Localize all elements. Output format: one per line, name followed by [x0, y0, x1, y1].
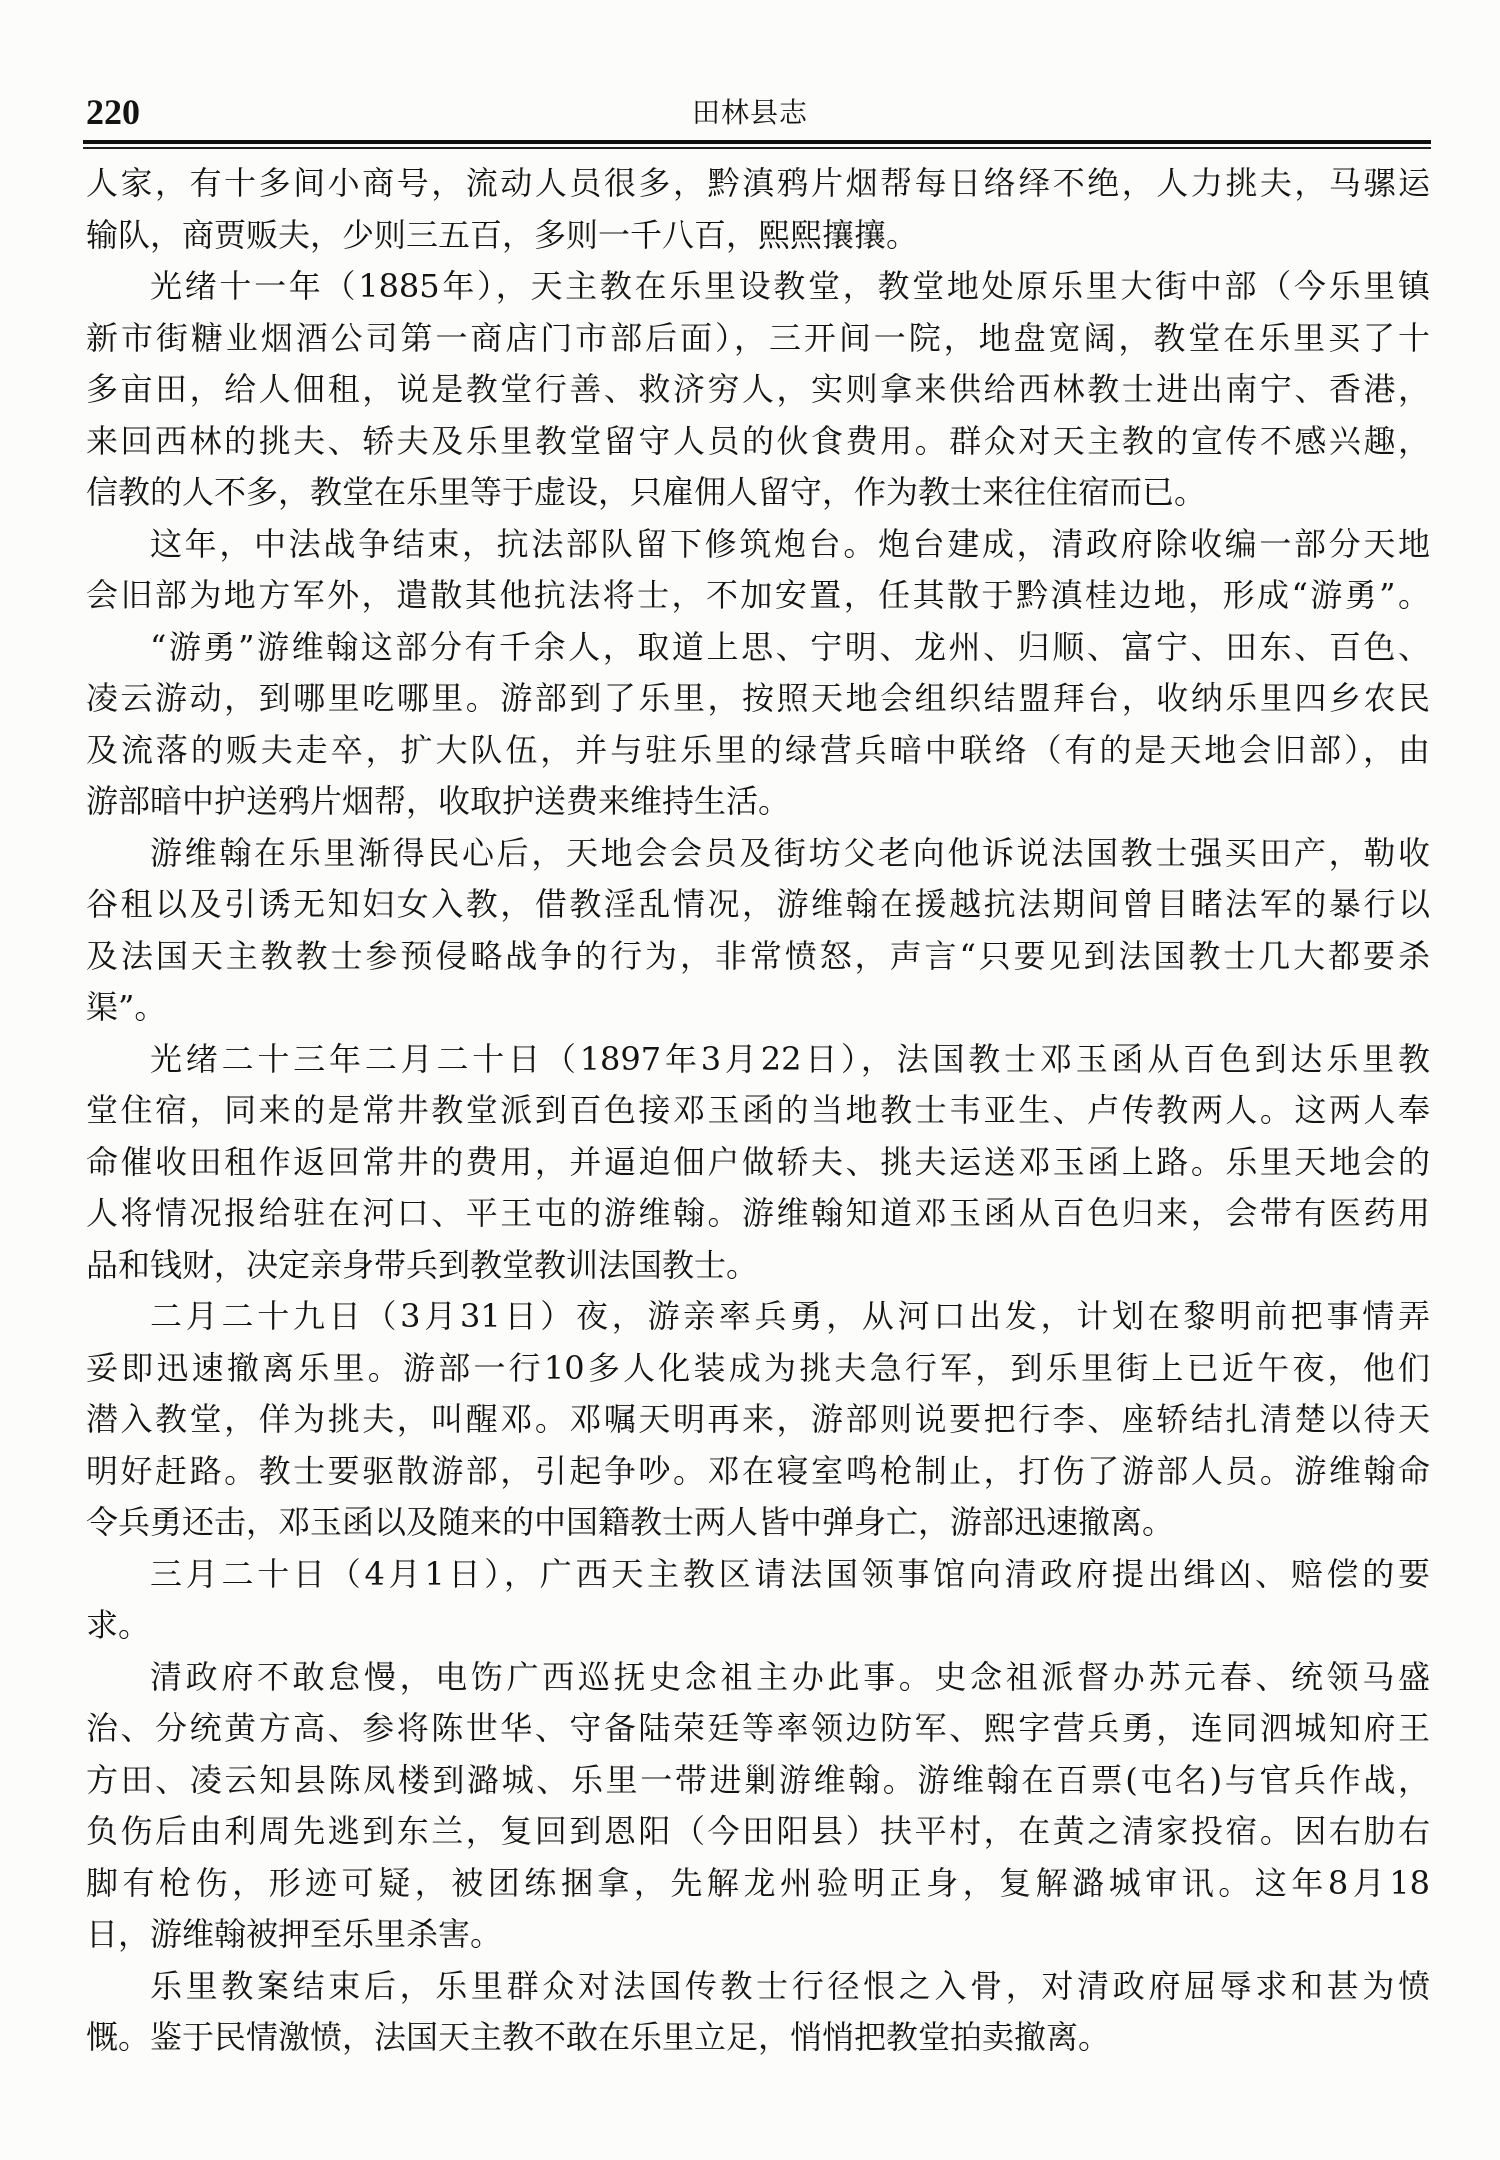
- header-rule-thick: [83, 140, 1431, 144]
- text-line: 及法国天主教教士参预侵略战争的行为，非常愤怒，声言“只要见到法国教士几大都要杀: [86, 936, 1430, 975]
- text-line: 三月二十日（4月1日），广西天主教区请法国领事馆向清政府提出缉凶、赔偿的要: [150, 1554, 1430, 1593]
- text-line: 负伤后由利周先逃到东兰，复回到恩阳（今田阳县）扶平村，在黄之清家投宿。因右肋右: [86, 1812, 1430, 1850]
- text-line: 新市街糖业烟酒公司第一商店门市部后面），三开间一院，地盘宽阔，教堂在乐里买了十: [86, 318, 1430, 357]
- text-line: 渠”。: [86, 988, 167, 1026]
- page-number: 220: [86, 92, 140, 132]
- text-line: 来回西林的挑夫、轿夫及乐里教堂留守人员的伙食费用。群众对天主教的宣传不感兴趣，: [86, 421, 1430, 460]
- text-line: 慨。鉴于民情激愤，法国天主教不敢在乐里立足，悄悄把教堂拍卖撤离。: [86, 2018, 1111, 2056]
- text-line: 谷租以及引诱无知妇女入教，借教淫乱情况，游维翰在援越抗法期间曾目睹法军的暴行以: [86, 885, 1430, 923]
- paragraph: [86, 1652, 1430, 1961]
- paragraph: [86, 1549, 1430, 1652]
- paragraph: [86, 1961, 1430, 2064]
- text-line: 明好赶路。教士要驱散游部，引起争吵。邓在寝室鸣枪制止，打伤了游部人员。游维翰命: [86, 1451, 1430, 1490]
- body-text: [86, 158, 1430, 2064]
- paragraph: [86, 261, 1430, 519]
- text-line: 命催收田租作返回常井的费用，并逼迫佃户做轿夫、挑夫运送邓玉函上路。乐里天地会的: [86, 1142, 1430, 1181]
- text-line: 乐里教案结束后，乐里群众对法国传教士行径恨之入骨，对清政府屈辱求和甚为愤: [150, 1966, 1430, 2005]
- text-line: 妥即迅速撤离乐里。游部一行10多人化装成为挑夫急行军，到乐里街上已近午夜，他们: [86, 1348, 1430, 1387]
- text-line: 清政府不敢怠慢，电饬广西巡抚史念祖主办此事。史念祖派督办苏元春、统领马盛: [150, 1657, 1430, 1696]
- text-line: 多亩田，给人佃租，说是教堂行善、救济穷人，实则拿来供给西林教士进出南宁、香港，: [86, 370, 1430, 408]
- text-line: 及流落的贩夫走卒，扩大队伍，并与驻乐里的绿营兵暗中联络（有的是天地会旧部），由: [86, 730, 1430, 769]
- text-line: 输队，商贾贩夫，少则三五百，多则一千八百，熙熙攘攘。: [86, 215, 919, 254]
- text-line: 人将情况报给驻在河口、平王屯的游维翰。游维翰知道邓玉函从百色归来，会带有医药用: [86, 1194, 1430, 1232]
- text-line: 日，游维翰被押至乐里杀害。: [86, 1915, 503, 1953]
- paragraph: [86, 1034, 1430, 1292]
- text-line: 潜入教堂，佯为挑夫，叫醒邓。邓嘱天明再来，游部则说要把行李、座轿结扎清楚以待天: [86, 1400, 1430, 1438]
- text-line: 令兵勇还击，邓玉函以及随来的中国籍教士两人皆中弹身亡，游部迅速撤离。: [86, 1503, 1175, 1541]
- text-line: 方田、凌云知县陈凤楼到潞城、乐里一带进剿游维翰。游维翰在百票(屯名)与官兵作战，: [86, 1760, 1430, 1799]
- paragraph: [86, 622, 1430, 828]
- text-line: 脚有枪伤，形迹可疑，被团练捆拿，先解龙州验明正身，复解潞城审讯。这年8月18: [86, 1863, 1430, 1902]
- text-line: 会旧部为地方军外，遣散其他抗法将士，不加安置，任其散于黔滇桂边地，形成“游勇”。: [86, 576, 1430, 614]
- text-line: 光绪十一年（1885年），天主教在乐里设教堂，教堂地处原乐里大街中部（今乐里镇: [150, 267, 1430, 305]
- text-line: 游部暗中护送鸦片烟帮，收取护送费来维持生活。: [86, 782, 791, 820]
- text-line: 堂住宿，同来的是常井教堂派到百色接邓玉函的当地教士韦亚生、卢传教两人。这两人奉: [86, 1091, 1430, 1129]
- text-line: 求。: [86, 1606, 151, 1644]
- text-line: 二月二十九日（3月31日）夜，游亲率兵勇，从河口出发，计划在黎明前把事情弄: [150, 1297, 1430, 1335]
- paragraph: [86, 519, 1430, 622]
- text-line: 品和钱财，决定亲身带兵到教堂教训法国教士。: [86, 1245, 759, 1284]
- text-line: 光绪二十三年二月二十日（1897年3月22日），法国教士邓玉函从百色到达乐里教: [150, 1039, 1430, 1078]
- text-line: 游维翰在乐里渐得民心后，天地会会员及街坊父老向他诉说法国教士强买田产，勒收: [150, 833, 1430, 872]
- header-rule-thin: [83, 147, 1431, 149]
- running-title: 田林县志: [691, 96, 808, 129]
- text-line: 凌云游动，到哪里吃哪里。游部到了乐里，按照天地会组织结盟拜台，收纳乐里四乡农民: [86, 679, 1430, 717]
- text-line: 信教的人不多，教堂在乐里等于虚设，只雇佣人留守，作为教士来往住宿而已。: [86, 473, 1207, 511]
- text-line: “游勇”游维翰这部分有千余人，取道上思、宁明、龙州、归顺、富宁、田东、百色、: [150, 627, 1430, 666]
- text-line: 人家，有十多间小商号，流动人员很多，黔滇鸦片烟帮每日络绎不绝，人力挑夫，马骡运: [86, 164, 1430, 202]
- paragraph: [86, 158, 1430, 261]
- paragraph: [86, 1291, 1430, 1549]
- paragraph: [86, 828, 1430, 1034]
- text-line: 这年，中法战争结束，抗法部队留下修筑炮台。炮台建成，清政府除收编一部分天地: [150, 524, 1430, 563]
- text-line: 治、分统黄方高、参将陈世华、守备陆荣廷等率领边防军、熙字营兵勇，连同泗城知府王: [86, 1709, 1430, 1747]
